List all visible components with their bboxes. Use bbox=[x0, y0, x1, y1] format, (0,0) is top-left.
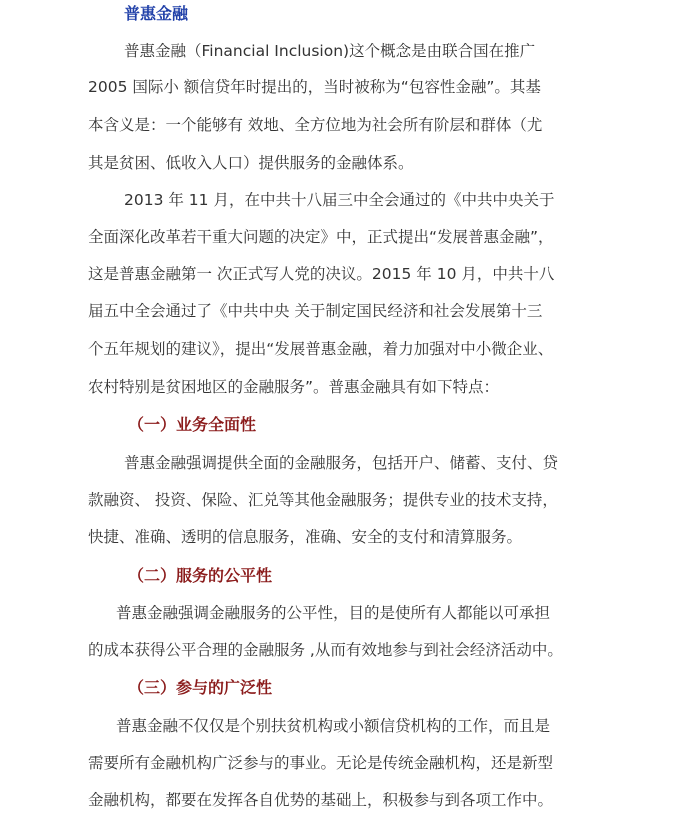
paragraph-line: 本含义是：一个能够有 效地、全方位地为社会所有阶层和群体（尤 bbox=[88, 116, 543, 134]
paragraph-line: 快捷、准确、透明的信息服务，准确、安全的支付和清算服务。 bbox=[88, 528, 523, 546]
article-title: 普惠金融 bbox=[124, 4, 189, 23]
paragraph-line: 普惠金融不仅仅是个别扶贫机构或小额信贷机构的工作，而且是 bbox=[116, 717, 551, 735]
paragraph-line: 普惠金融强调金融服务的公平性，目的是使所有人都能以可承担 bbox=[116, 604, 551, 622]
paragraph-line: 农村特别是贫困地区的金融服务”。普惠金融具有如下特点： bbox=[88, 378, 500, 396]
paragraph-line: 普惠金融强调提供全面的金融服务，包括开户、储蓄、支付、贷 bbox=[124, 454, 559, 472]
paragraph-line: 届五中全会通过了《中共中央 关于制定国民经济和社会发展第十三 bbox=[88, 302, 543, 320]
section-heading: （三）参与的广泛性 bbox=[128, 678, 273, 697]
section-heading: （一）业务全面性 bbox=[128, 415, 257, 434]
paragraph-line: 的成本获得公平合理的金融服务 ,从而有效地参与到社会经济活动中。 bbox=[88, 641, 563, 659]
paragraph-line: 2005 国际小 额信贷年时提出的，当时被称为“包容性金融”。其基 bbox=[88, 78, 541, 96]
section-heading: （二）服务的公平性 bbox=[128, 566, 273, 585]
paragraph-line: 金融机构，都要在发挥各自优势的基础上，积极参与到各项工作中。 bbox=[88, 791, 554, 809]
paragraph-line: 需要所有金融机构广泛参与的事业。无论是传统金融机构，还是新型 bbox=[88, 754, 554, 772]
paragraph-line: 其是贫困、低收入人口）提供服务的金融体系。 bbox=[88, 154, 414, 172]
paragraph-line: 个五年规划的建议》，提出“发展普惠金融，着力加强对中小微企业、 bbox=[88, 340, 554, 358]
paragraph-line: 2013 年 11 月，在中共十八届三中全会通过的《中共中央关于 bbox=[124, 191, 555, 209]
paragraph-line: 全面深化改革若干重大问题的决定》中，正式提出“发展普惠金融”， bbox=[88, 228, 554, 246]
paragraph-line: 款融资、 投资、保险、汇兑等其他金融服务；提供专业的技术支持， bbox=[88, 491, 558, 509]
paragraph-line: 这是普惠金融第一 次正式写人党的决议。2015 年 10 月，中共十八 bbox=[88, 265, 555, 283]
paragraph-line: 普惠金融（Financial Inclusion)这个概念是由联合国在推广 bbox=[124, 42, 536, 60]
